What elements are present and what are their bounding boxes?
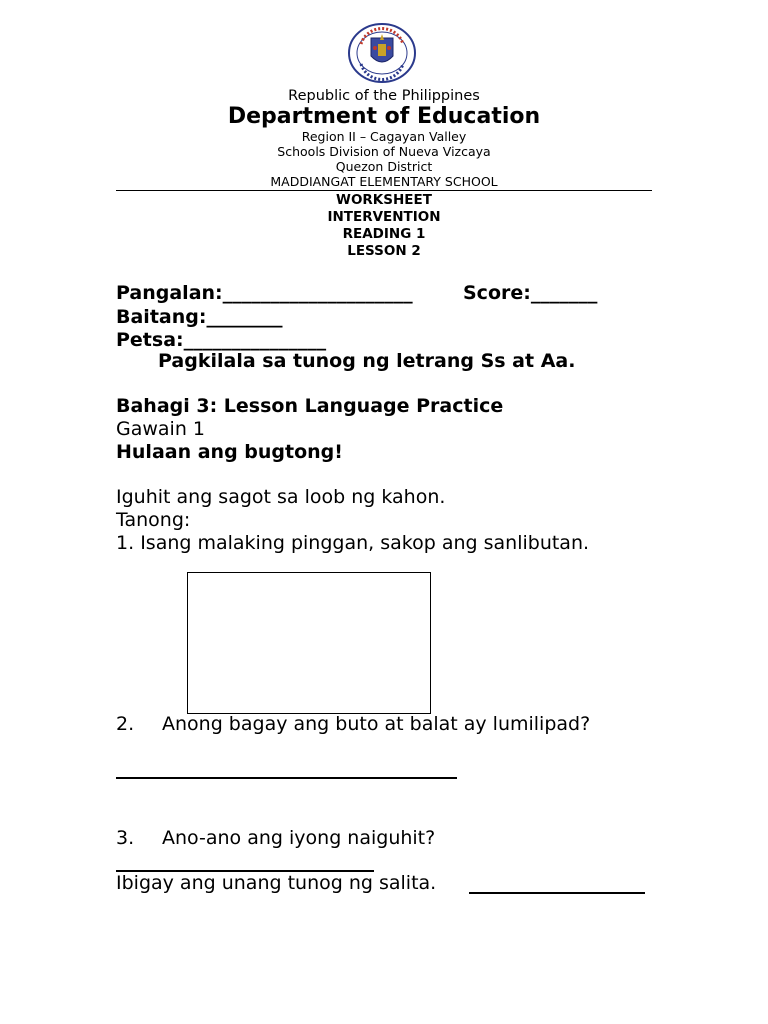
- district-label: Quezon District: [335, 159, 433, 174]
- questions-label: Tanong:: [116, 509, 191, 531]
- score-field[interactable]: Score:_______: [463, 282, 598, 304]
- question-text: Isang malaking pinggan, sakop ang sanlibutan.: [140, 532, 590, 554]
- instruction-text: Iguhit ang sagot sa loob ng kahon.: [116, 486, 446, 508]
- question-number: 3.: [116, 827, 135, 849]
- first-sound-answer-line[interactable]: [469, 892, 645, 894]
- deped-seal-icon: [347, 22, 417, 84]
- header-divider: [116, 190, 652, 191]
- question-text: Ano-ano ang iyong naiguhit?: [162, 827, 436, 849]
- department-title: Department of Education: [227, 104, 541, 129]
- question-2: [116, 713, 590, 735]
- grade-field[interactable]: Baitang:________: [116, 306, 283, 328]
- question-text: Anong bagay ang buto at balat ay lumilipad?: [162, 713, 591, 735]
- riddle-prompt: Hulaan ang bugtong!: [116, 441, 343, 463]
- lesson-title: Pagkilala sa tunog ng letrang Ss at Aa.: [158, 350, 576, 372]
- answer-line-2[interactable]: [116, 777, 457, 779]
- region-label: Region II – Cagayan Valley: [301, 129, 467, 144]
- first-sound-prompt: Ibigay ang unang tunog ng salita.: [116, 872, 437, 894]
- school-name: MADDIANGAT ELEMENTARY SCHOOL: [270, 174, 498, 189]
- question-1: [116, 532, 589, 554]
- worksheet-type: INTERVENTION: [327, 209, 441, 225]
- worksheet-subject: READING 1: [342, 226, 426, 242]
- section-heading: Bahagi 3: Lesson Language Practice: [116, 395, 504, 417]
- question-number: 1.: [116, 532, 135, 554]
- division-label: Schools Division of Nueva Vizcaya: [277, 144, 491, 159]
- date-field[interactable]: Petsa:_______________: [116, 329, 327, 351]
- drawing-answer-box[interactable]: [187, 572, 431, 714]
- republic-label: Republic of the Philippines: [288, 88, 480, 104]
- name-field[interactable]: Pangalan:____________________: [116, 282, 413, 304]
- question-3: [116, 827, 435, 849]
- worksheet-lesson: LESSON 2: [347, 243, 421, 259]
- worksheet-title: WORKSHEET: [336, 192, 432, 208]
- question-number: 2.: [116, 713, 135, 735]
- activity-label: Gawain 1: [116, 418, 205, 440]
